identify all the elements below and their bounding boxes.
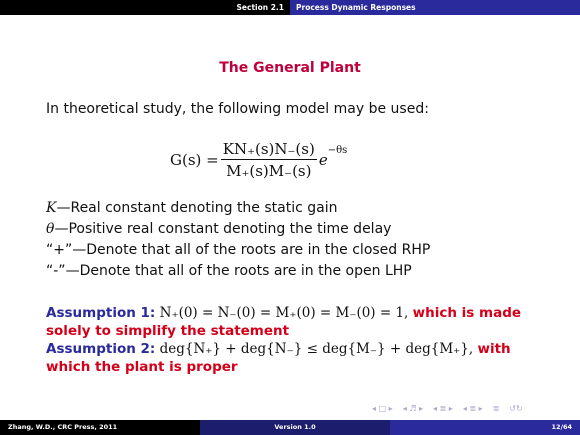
equation-lhs: G(s) = [170, 151, 219, 169]
definition-item [46, 261, 430, 282]
definition-item [46, 240, 430, 261]
section-number[interactable]: Section 2.1 [0, 0, 290, 15]
definition-text: —Positive real constant denoting the time delay [54, 221, 392, 237]
assumption-1-note: which is made solely to simplify the statement [46, 305, 522, 339]
footer-bar [0, 420, 580, 435]
equation-numerator: KN₊(s)N₋(s) [222, 140, 315, 158]
assumption-1 [46, 304, 546, 340]
definition-symbol: “+” [46, 242, 73, 258]
assumption-1-label: Assumption 1: [46, 305, 156, 321]
assumptions-block [46, 304, 546, 376]
assumption-2-math: deg{N₊} + deg{N₋} ≤ deg{M₋} + deg{M₊}, [159, 341, 474, 357]
nav-document-icon[interactable]: ◂ ≣ ▸ [462, 404, 483, 413]
beamer-navigation [372, 404, 523, 413]
definition-text: —Real constant denoting the static gain [56, 200, 338, 216]
definition-item [46, 219, 430, 240]
definition-item [46, 198, 430, 219]
footer-author: Zhang, W.D., CRC Press, 2011 [0, 420, 200, 435]
definition-symbol: K [46, 200, 57, 216]
assumption-2 [46, 340, 546, 376]
definitions-list [46, 198, 430, 282]
assumption-1-math: N₊(0) = N₋(0) = M₊(0) = M₋(0) = 1, [159, 305, 409, 321]
nav-frame-icon[interactable]: ◂ □ ▸ [372, 404, 393, 413]
definition-symbol: “-” [46, 263, 66, 279]
nav-section-icon[interactable]: ◂ ≣ ▸ [432, 404, 453, 413]
nav-subsection-icon[interactable]: ◂ ♬ ▸ [402, 404, 423, 413]
footer-version: Version 1.0 [200, 420, 390, 435]
section-name[interactable]: Process Dynamic Responses [290, 0, 580, 15]
assumption-2-label: Assumption 2: [46, 341, 156, 357]
header-bar [0, 0, 580, 15]
footer-page-number: 12/64 [390, 420, 580, 435]
assumption-2-note: with which the plant is proper [46, 341, 511, 375]
nav-back-forward-icon[interactable]: ↺↻ [509, 404, 523, 413]
definition-text: —Denote that all of the roots are in the open LHP [65, 263, 412, 279]
equation-denominator: M₊(s)M₋(s) [226, 162, 312, 180]
intro-text: In theoretical study, the following model may be used: [46, 101, 429, 117]
equation-fraction [221, 140, 317, 180]
equation-exp-power: −θs [327, 145, 348, 156]
definition-symbol: θ [46, 221, 55, 237]
definition-text: —Denote that all of the roots are in the closed RHP [72, 242, 431, 258]
plant-equation [170, 132, 347, 188]
equation-exp-base: e [318, 151, 328, 169]
slide-title: The General Plant [219, 60, 361, 76]
nav-toc-icon[interactable]: ≣ [492, 404, 500, 413]
